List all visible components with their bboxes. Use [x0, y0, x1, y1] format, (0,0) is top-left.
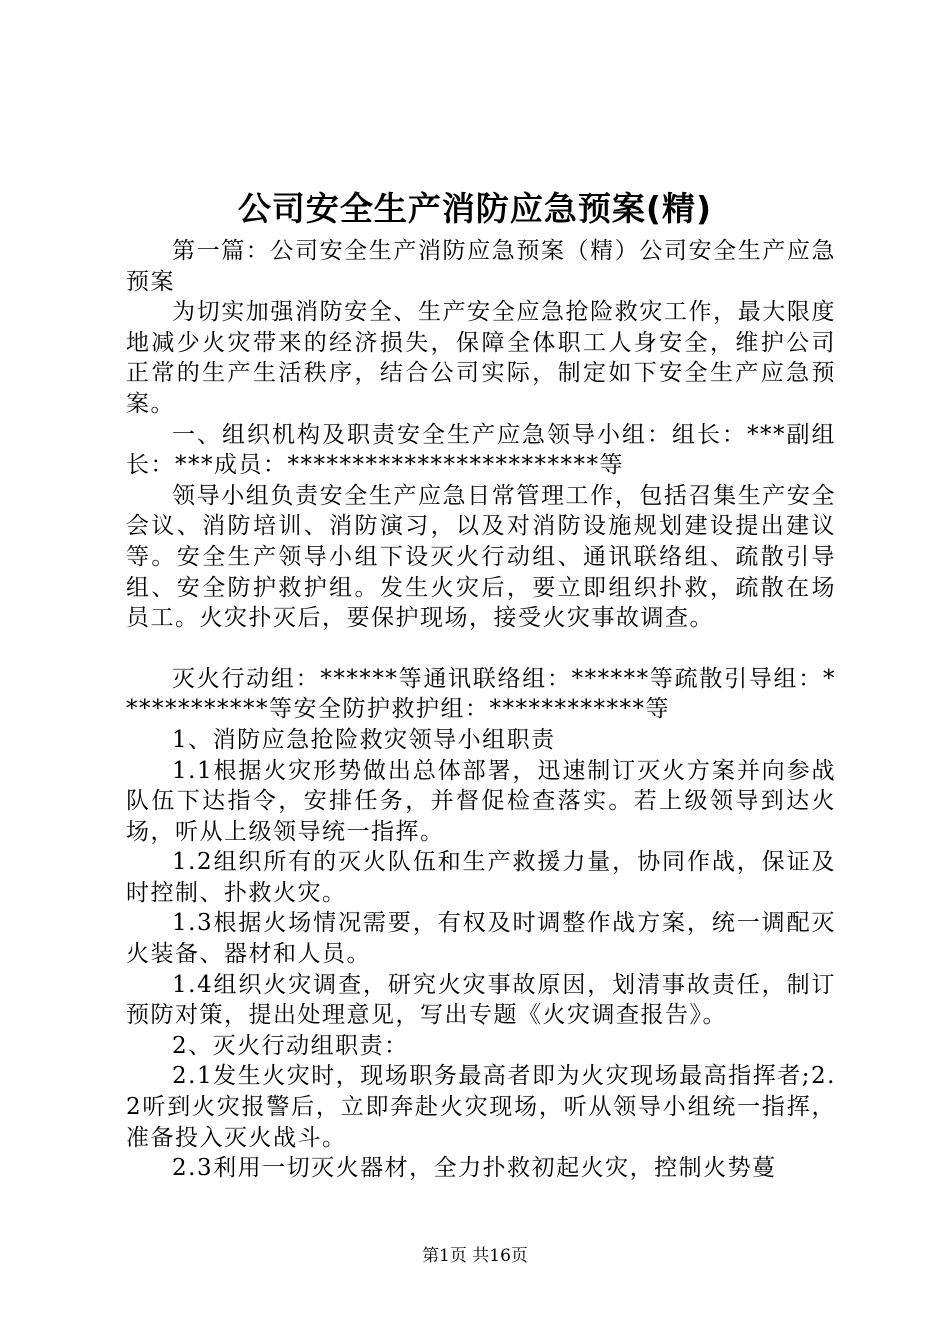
paragraph: 2.3利用一切灭火器材，全力扑救初起火灾，控制火势蔓	[172, 1155, 777, 1182]
paragraph: 一、组织机构及职责安全生产应急领导小组：组长：***副组长：***成员：************************等	[126, 421, 836, 479]
paragraph: 灭火行动组：******等通讯联络组：******等疏散引导组：************等安全防护救护组：************等	[126, 665, 836, 723]
document-title: 公司安全生产消防应急预案(精)	[237, 189, 713, 228]
paragraph: 第一篇：公司安全生产消防应急预案（精）公司安全生产应急预案	[126, 238, 836, 295]
paragraph: 为切实加强消防安全、生产安全应急抢险救灾工作，最大限度地减少火灾带来的经济损失，保障全体职工人身安全，维护公司正常的生产生活秩序，结合公司实际，制定如下安全生产应急预案。	[126, 299, 836, 417]
paragraph: 1.4组织火灾调查，研究火灾事故原因，划清事故责任，制订预防对策，提出处理意见，写出专题《火灾调查报告》。	[126, 971, 836, 1029]
document-body	[126, 236, 836, 1184]
paragraph: 领导小组负责安全生产应急日常管理工作，包括召集生产安全会议、消防培训、消防演习，以及对消防设施规划建设提出建议等。安全生产领导小组下设灭火行动组、通讯联络组、疏散引导组、安全防护救护组。发生火灾后，要立即组织扑救，疏散在场员工。火灾扑灭后，要保护现场，接受火灾事故调查。	[126, 482, 836, 632]
section-heading: 1、消防应急抢险救灾领导小组职责	[172, 726, 556, 753]
paragraph: 1.2组织所有的灭火队伍和生产救援力量，协同作战，保证及时控制、扑救火灾。	[126, 849, 836, 906]
paragraph: 1.1根据火灾形势做出总体部署，迅速制订灭火方案并向参战队伍下达指令，安排任务，并督促检查落实。若上级领导到达火场，听从上级领导统一指挥。	[126, 757, 836, 845]
page-number: 第1页 共16页	[422, 1246, 528, 1266]
paragraph: 1.3根据火场情况需要，有权及时调整作战方案，统一调配灭火装备、器材和人员。	[126, 910, 836, 968]
paragraph: 2.1发生火灾时，现场职务最高者即为火灾现场最高指挥者;2.2听到火灾报警后，立即奔赴火灾现场，听从领导小组统一指挥，准备投入灭火战斗。	[126, 1063, 836, 1151]
section-heading: 2、灭火行动组职责：	[172, 1032, 409, 1059]
